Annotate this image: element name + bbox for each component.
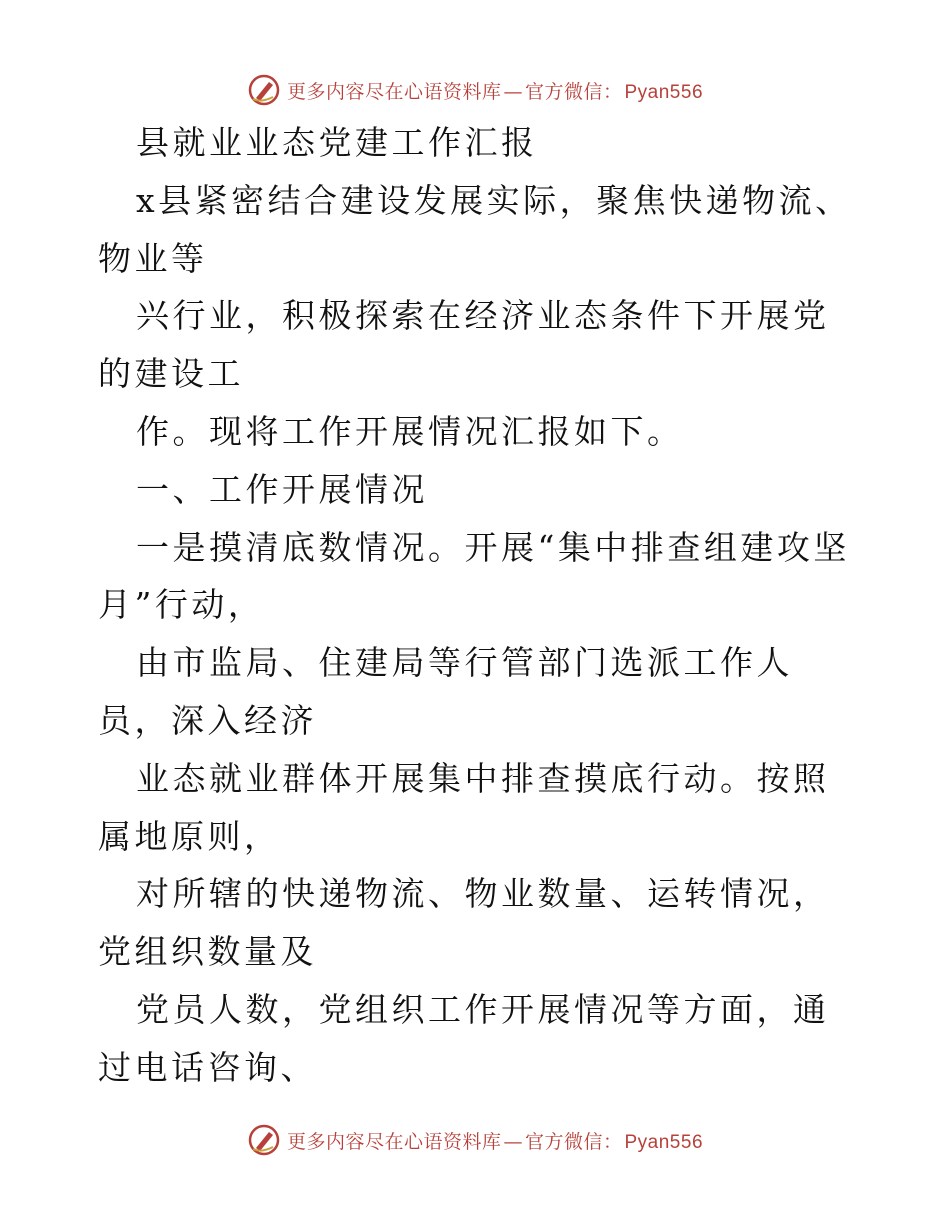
watermark-text (287, 1127, 703, 1154)
paragraph-line: x县紧密结合建设发展实际，聚焦快递物流、物业等 (98, 180, 852, 278)
watermark-brand: 更多内容尽在心语资料库 (286, 1130, 502, 1153)
footer-watermark (0, 1120, 950, 1160)
paragraph-line: 兴行业，积极探索在经济业态条件下开展党的建设工 (98, 296, 830, 394)
pen-logo-icon (247, 1123, 281, 1157)
paragraph-line: 由市监局、住建局等行管部门选派工作人员，深入经济 (98, 643, 793, 740)
watermark-wechat-id: Pyan556 (624, 81, 704, 103)
paragraph-line: 党员人数，党组织工作开展情况等方面，通过电话咨询、 (98, 989, 830, 1087)
watermark-wechat-label: 官方微信： (524, 1130, 623, 1153)
header-watermark (0, 70, 950, 110)
watermark-brand: 更多内容尽在心语资料库 (286, 80, 502, 103)
section-heading: 一、工作开展情况 (136, 469, 428, 509)
watermark-text (287, 77, 703, 104)
document-title: 县就业业态党建工作汇报 (136, 123, 538, 162)
paragraph-line: 一是摸清底数情况。开展“集中排查组建攻坚月”行动， (98, 527, 850, 625)
watermark-wechat-label: 官方微信： (524, 80, 623, 103)
watermark-dash: — (503, 1130, 523, 1153)
watermark-wechat-id: Pyan556 (624, 1131, 704, 1153)
paragraph-line: 对所辖的快递物流、物业数量、运转情况，党组织数量及 (98, 874, 830, 972)
paragraph-line: 作。现将工作开展情况汇报如下。 (136, 411, 684, 451)
watermark-dash: — (503, 80, 523, 103)
paragraph-line: 业态就业群体开展集中排查摸底行动。按照属地原则， (98, 758, 830, 856)
document-body (98, 114, 858, 1097)
pen-logo-icon (247, 73, 281, 107)
